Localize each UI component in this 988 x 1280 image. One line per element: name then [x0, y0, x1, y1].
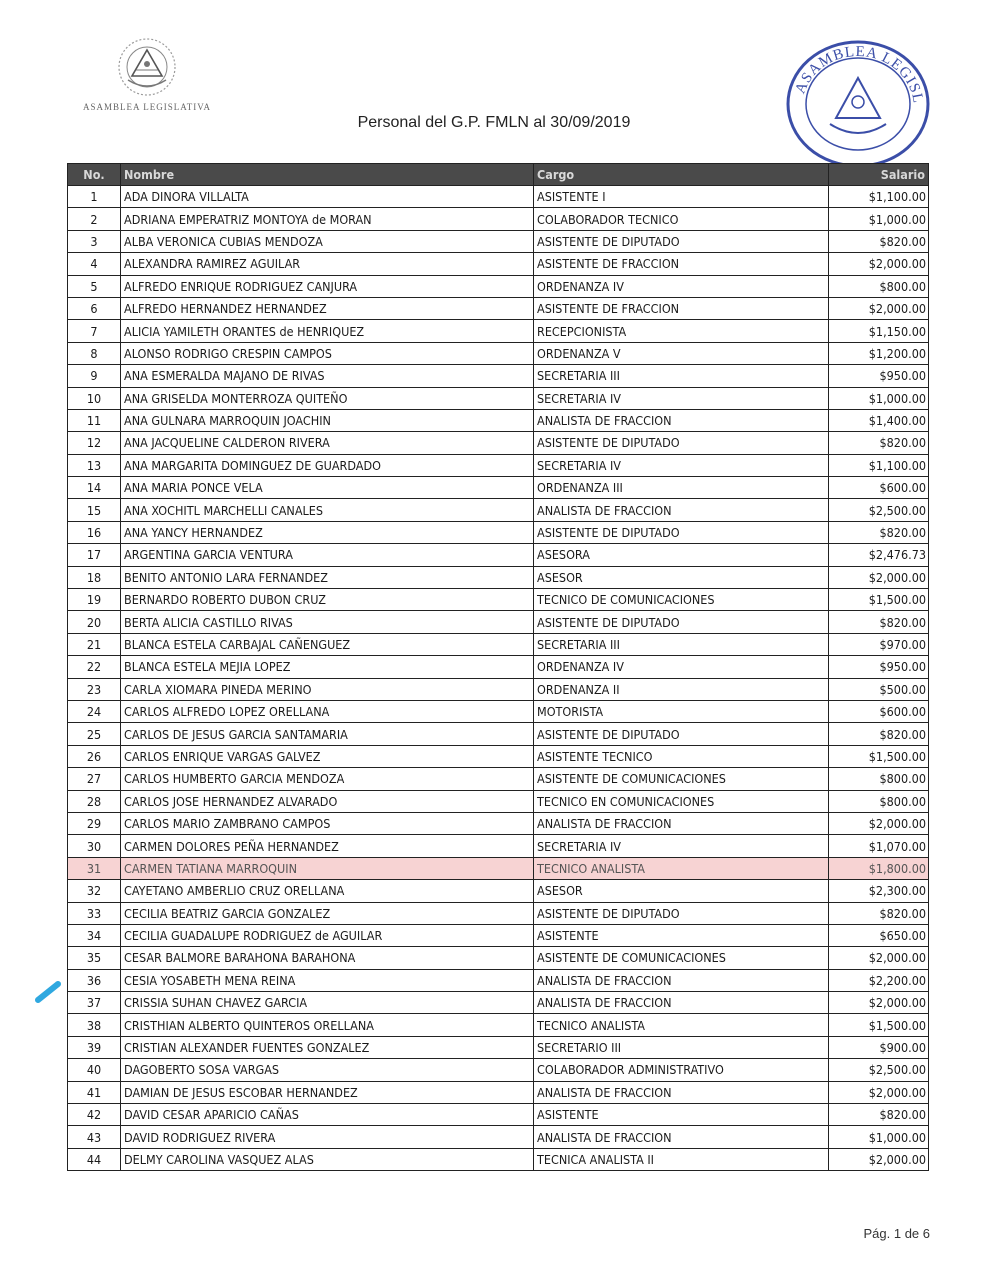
cell-nombre: ANA MARGARITA DOMINGUEZ DE GUARDADO [121, 454, 534, 476]
staff-table [67, 163, 929, 1171]
cell-nombre: CRISTHIAN ALBERTO QUINTEROS ORELLANA [121, 1014, 534, 1036]
table-row [68, 700, 929, 722]
cell-salario: $1,000.00 [829, 387, 929, 409]
cell-cargo: TECNICA ANALISTA II [534, 1148, 829, 1170]
cell-salario: $800.00 [829, 768, 929, 790]
cell-no: 14 [68, 477, 121, 499]
cell-cargo: ASISTENTE DE DIPUTADO [534, 230, 829, 252]
cell-cargo: TECNICO DE COMUNICACIONES [534, 589, 829, 611]
logo-text: ASAMBLEA LEGISLATIVA [82, 102, 212, 112]
cell-no: 30 [68, 835, 121, 857]
cell-cargo: ORDENANZA IV [534, 656, 829, 678]
table-row [68, 208, 929, 230]
cell-salario: $500.00 [829, 678, 929, 700]
table-row [68, 320, 929, 342]
cell-cargo: TECNICO ANALISTA [534, 857, 829, 879]
cell-no: 40 [68, 1059, 121, 1081]
cell-cargo: ASESOR [534, 880, 829, 902]
table-row [68, 432, 929, 454]
table-header-row [68, 164, 929, 186]
cell-salario: $2,000.00 [829, 566, 929, 588]
cell-cargo: ANALISTA DE FRACCION [534, 499, 829, 521]
cell-nombre: ALONSO RODRIGO CRESPIN CAMPOS [121, 342, 534, 364]
cell-cargo: ASESORA [534, 544, 829, 566]
cell-no: 20 [68, 611, 121, 633]
column-header-salario: Salario [829, 164, 929, 186]
cell-salario: $2,500.00 [829, 1059, 929, 1081]
cell-cargo: SECRETARIO III [534, 1036, 829, 1058]
cell-salario: $2,000.00 [829, 1081, 929, 1103]
cell-salario: $950.00 [829, 365, 929, 387]
cell-cargo: ORDENANZA IV [534, 275, 829, 297]
cell-no: 8 [68, 342, 121, 364]
table-row [68, 477, 929, 499]
cell-salario: $2,500.00 [829, 499, 929, 521]
table-row [68, 521, 929, 543]
table-row [68, 1081, 929, 1103]
table-row [68, 1104, 929, 1126]
table-row [68, 857, 929, 879]
cell-nombre: ALEXANDRA RAMIREZ AGUILAR [121, 253, 534, 275]
cell-no: 18 [68, 566, 121, 588]
cell-cargo: RECEPCIONISTA [534, 320, 829, 342]
pen-mark-icon [34, 980, 64, 1004]
cell-no: 19 [68, 589, 121, 611]
cell-salario: $1,150.00 [829, 320, 929, 342]
cell-cargo: SECRETARIA III [534, 365, 829, 387]
cell-cargo: ASISTENTE TECNICO [534, 745, 829, 767]
cell-salario: $1,200.00 [829, 342, 929, 364]
cell-salario: $1,800.00 [829, 857, 929, 879]
cell-nombre: CARLOS MARIO ZAMBRANO CAMPOS [121, 812, 534, 834]
table-row [68, 544, 929, 566]
table-row [68, 745, 929, 767]
cell-no: 16 [68, 521, 121, 543]
cell-cargo: ASISTENTE DE COMUNICACIONES [534, 768, 829, 790]
cell-nombre: BLANCA ESTELA MEJIA LOPEZ [121, 656, 534, 678]
cell-nombre: BERNARDO ROBERTO DUBON CRUZ [121, 589, 534, 611]
cell-salario: $2,476.73 [829, 544, 929, 566]
cell-nombre: ANA YANCY HERNANDEZ [121, 521, 534, 543]
table-row [68, 253, 929, 275]
cell-no: 34 [68, 924, 121, 946]
cell-cargo: MOTORISTA [534, 700, 829, 722]
cell-no: 27 [68, 768, 121, 790]
cell-no: 32 [68, 880, 121, 902]
cell-no: 26 [68, 745, 121, 767]
cell-nombre: ALICIA YAMILETH ORANTES de HENRIQUEZ [121, 320, 534, 342]
cell-nombre: DAVID RODRIGUEZ RIVERA [121, 1126, 534, 1148]
cell-nombre: ANA GRISELDA MONTERROZA QUITEÑO [121, 387, 534, 409]
cell-salario: $800.00 [829, 790, 929, 812]
cell-salario: $2,000.00 [829, 253, 929, 275]
cell-nombre: ANA JACQUELINE CALDERON RIVERA [121, 432, 534, 454]
cell-no: 42 [68, 1104, 121, 1126]
cell-salario: $820.00 [829, 432, 929, 454]
cell-nombre: DAVID CESAR APARICIO CAÑAS [121, 1104, 534, 1126]
cell-cargo: ASISTENTE DE DIPUTADO [534, 521, 829, 543]
cell-no: 29 [68, 812, 121, 834]
table-row [68, 365, 929, 387]
cell-no: 25 [68, 723, 121, 745]
cell-cargo: ANALISTA DE FRACCION [534, 1126, 829, 1148]
table-row [68, 902, 929, 924]
cell-cargo: ORDENANZA II [534, 678, 829, 700]
cell-nombre: CARMEN TATIANA MARROQUIN [121, 857, 534, 879]
cell-no: 5 [68, 275, 121, 297]
cell-nombre: BENITO ANTONIO LARA FERNANDEZ [121, 566, 534, 588]
cell-nombre: DAMIAN DE JESUS ESCOBAR HERNANDEZ [121, 1081, 534, 1103]
cell-salario: $2,300.00 [829, 880, 929, 902]
cell-nombre: DELMY CAROLINA VASQUEZ ALAS [121, 1148, 534, 1170]
cell-cargo: ASISTENTE DE COMUNICACIONES [534, 947, 829, 969]
table-row [68, 947, 929, 969]
table-row [68, 1036, 929, 1058]
cell-nombre: BERTA ALICIA CASTILLO RIVAS [121, 611, 534, 633]
cell-no: 7 [68, 320, 121, 342]
cell-no: 36 [68, 969, 121, 991]
cell-no: 2 [68, 208, 121, 230]
cell-no: 15 [68, 499, 121, 521]
cell-no: 10 [68, 387, 121, 409]
table-row [68, 566, 929, 588]
table-row [68, 409, 929, 431]
cell-nombre: ALFREDO HERNANDEZ HERNANDEZ [121, 297, 534, 319]
svg-text:ASAMBLEA LEGISLATIVA [784, 38, 926, 105]
cell-cargo: ORDENANZA V [534, 342, 829, 364]
cell-salario: $2,000.00 [829, 297, 929, 319]
cell-no: 38 [68, 1014, 121, 1036]
table-row [68, 1059, 929, 1081]
cell-salario: $1,500.00 [829, 745, 929, 767]
table-row [68, 812, 929, 834]
cell-no: 11 [68, 409, 121, 431]
table-row [68, 342, 929, 364]
cell-salario: $2,000.00 [829, 992, 929, 1014]
cell-salario: $1,500.00 [829, 589, 929, 611]
cell-salario: $2,000.00 [829, 812, 929, 834]
cell-nombre: CRISSIA SUHAN CHAVEZ GARCIA [121, 992, 534, 1014]
cell-cargo: SECRETARIA IV [534, 387, 829, 409]
cell-no: 35 [68, 947, 121, 969]
table-row [68, 1126, 929, 1148]
cell-nombre: ALBA VERONICA CUBIAS MENDOZA [121, 230, 534, 252]
cell-cargo: ASISTENTE DE DIPUTADO [534, 611, 829, 633]
cell-salario: $600.00 [829, 477, 929, 499]
table-row [68, 230, 929, 252]
cell-nombre: CESIA YOSABETH MENA REINA [121, 969, 534, 991]
table-row [68, 275, 929, 297]
cell-salario: $2,000.00 [829, 1148, 929, 1170]
cell-cargo: ASISTENTE DE DIPUTADO [534, 432, 829, 454]
cell-salario: $1,100.00 [829, 186, 929, 208]
cell-salario: $1,500.00 [829, 1014, 929, 1036]
cell-salario: $970.00 [829, 633, 929, 655]
cell-nombre: ALFREDO ENRIQUE RODRIGUEZ CANJURA [121, 275, 534, 297]
table-row [68, 186, 929, 208]
table-row [68, 656, 929, 678]
cell-cargo: TECNICO ANALISTA [534, 1014, 829, 1036]
cell-no: 1 [68, 186, 121, 208]
cell-salario: $650.00 [829, 924, 929, 946]
cell-salario: $800.00 [829, 275, 929, 297]
cell-cargo: ASISTENTE DE DIPUTADO [534, 723, 829, 745]
cell-salario: $2,000.00 [829, 947, 929, 969]
cell-no: 22 [68, 656, 121, 678]
cell-nombre: ANA MARIA PONCE VELA [121, 477, 534, 499]
cell-no: 13 [68, 454, 121, 476]
cell-nombre: CAYETANO AMBERLIO CRUZ ORELLANA [121, 880, 534, 902]
cell-nombre: CECILIA GUADALUPE RODRIGUEZ de AGUILAR [121, 924, 534, 946]
cell-no: 9 [68, 365, 121, 387]
table-row [68, 969, 929, 991]
cell-cargo: COLABORADOR ADMINISTRATIVO [534, 1059, 829, 1081]
cell-salario: $820.00 [829, 230, 929, 252]
column-header-cargo: Cargo [534, 164, 829, 186]
table-row [68, 1014, 929, 1036]
seal-stamp-icon [784, 38, 932, 170]
cell-cargo: COLABORADOR TECNICO [534, 208, 829, 230]
cell-cargo: ANALISTA DE FRACCION [534, 409, 829, 431]
cell-salario: $2,200.00 [829, 969, 929, 991]
table-row [68, 297, 929, 319]
cell-no: 28 [68, 790, 121, 812]
cell-cargo: ASISTENTE DE FRACCION [534, 253, 829, 275]
cell-salario: $1,000.00 [829, 1126, 929, 1148]
cell-nombre: ANA ESMERALDA MAJANO DE RIVAS [121, 365, 534, 387]
table-row [68, 723, 929, 745]
cell-nombre: DAGOBERTO SOSA VARGAS [121, 1059, 534, 1081]
cell-nombre: CARLOS ALFREDO LOPEZ ORELLANA [121, 700, 534, 722]
seal-text: ASAMBLEA LEGISL [792, 43, 926, 106]
cell-cargo: ANALISTA DE FRACCION [534, 1081, 829, 1103]
table-row [68, 1148, 929, 1170]
cell-no: 41 [68, 1081, 121, 1103]
cell-no: 3 [68, 230, 121, 252]
cell-salario: $820.00 [829, 902, 929, 924]
cell-salario: $820.00 [829, 723, 929, 745]
table-row [68, 454, 929, 476]
cell-salario: $820.00 [829, 521, 929, 543]
cell-cargo: SECRETARIA III [534, 633, 829, 655]
cell-cargo: ANALISTA DE FRACCION [534, 812, 829, 834]
cell-cargo: ASISTENTE I [534, 186, 829, 208]
cell-nombre: CARLOS ENRIQUE VARGAS GALVEZ [121, 745, 534, 767]
cell-nombre: CESAR BALMORE BARAHONA BARAHONA [121, 947, 534, 969]
cell-cargo: ASISTENTE DE FRACCION [534, 297, 829, 319]
cell-no: 31 [68, 857, 121, 879]
cell-salario: $1,100.00 [829, 454, 929, 476]
cell-salario: $1,400.00 [829, 409, 929, 431]
table-row [68, 880, 929, 902]
cell-salario: $1,000.00 [829, 208, 929, 230]
table-row [68, 633, 929, 655]
cell-cargo: TECNICO EN COMUNICACIONES [534, 790, 829, 812]
official-seal [784, 38, 932, 170]
cell-no: 33 [68, 902, 121, 924]
cell-nombre: CARLA XIOMARA PINEDA MERINO [121, 678, 534, 700]
table-row [68, 387, 929, 409]
cell-no: 23 [68, 678, 121, 700]
cell-salario: $950.00 [829, 656, 929, 678]
page-number: Pág. 1 de 6 [863, 1226, 930, 1241]
cell-no: 44 [68, 1148, 121, 1170]
cell-cargo: ANALISTA DE FRACCION [534, 969, 829, 991]
cell-no: 4 [68, 253, 121, 275]
cell-cargo: ASISTENTE DE DIPUTADO [534, 902, 829, 924]
table-row [68, 790, 929, 812]
cell-salario: $820.00 [829, 611, 929, 633]
cell-no: 43 [68, 1126, 121, 1148]
cell-nombre: CARLOS HUMBERTO GARCIA MENDOZA [121, 768, 534, 790]
cell-nombre: CARMEN DOLORES PEÑA HERNANDEZ [121, 835, 534, 857]
coat-of-arms-icon [112, 36, 182, 98]
column-header-no: No. [68, 164, 121, 186]
cell-cargo: ORDENANZA III [534, 477, 829, 499]
cell-cargo: ANALISTA DE FRACCION [534, 992, 829, 1014]
cell-nombre: ANA XOCHITL MARCHELLI CANALES [121, 499, 534, 521]
cell-no: 24 [68, 700, 121, 722]
cell-nombre: ARGENTINA GARCIA VENTURA [121, 544, 534, 566]
cell-salario: $1,070.00 [829, 835, 929, 857]
cell-nombre: CECILIA BEATRIZ GARCIA GONZALEZ [121, 902, 534, 924]
cell-salario: $600.00 [829, 700, 929, 722]
cell-nombre: ANA GULNARA MARROQUIN JOACHIN [121, 409, 534, 431]
cell-no: 21 [68, 633, 121, 655]
cell-no: 12 [68, 432, 121, 454]
page-title: Personal del G.P. FMLN al 30/09/2019 [357, 114, 631, 131]
cell-nombre: ADA DINORA VILLALTA [121, 186, 534, 208]
table-body [68, 186, 929, 1171]
cell-no: 17 [68, 544, 121, 566]
cell-nombre: CARLOS JOSE HERNANDEZ ALVARADO [121, 790, 534, 812]
cell-cargo: ASISTENTE [534, 924, 829, 946]
cell-nombre: BLANCA ESTELA CARBAJAL CAÑENGUEZ [121, 633, 534, 655]
table-row [68, 499, 929, 521]
cell-cargo: ASESOR [534, 566, 829, 588]
cell-no: 39 [68, 1036, 121, 1058]
table-row [68, 924, 929, 946]
cell-no: 6 [68, 297, 121, 319]
cell-no: 37 [68, 992, 121, 1014]
cell-nombre: CARLOS DE JESUS GARCIA SANTAMARIA [121, 723, 534, 745]
cell-nombre: ADRIANA EMPERATRIZ MONTOYA de MORAN [121, 208, 534, 230]
table-row [68, 992, 929, 1014]
cell-salario: $900.00 [829, 1036, 929, 1058]
table-row [68, 589, 929, 611]
cell-cargo: SECRETARIA IV [534, 454, 829, 476]
table-row [68, 768, 929, 790]
table-row [68, 835, 929, 857]
cell-nombre: CRISTIAN ALEXANDER FUENTES GONZALEZ [121, 1036, 534, 1058]
cell-cargo: SECRETARIA IV [534, 835, 829, 857]
cell-salario: $820.00 [829, 1104, 929, 1126]
table-row [68, 611, 929, 633]
table-row [68, 678, 929, 700]
column-header-nombre: Nombre [121, 164, 534, 186]
cell-cargo: ASISTENTE [534, 1104, 829, 1126]
